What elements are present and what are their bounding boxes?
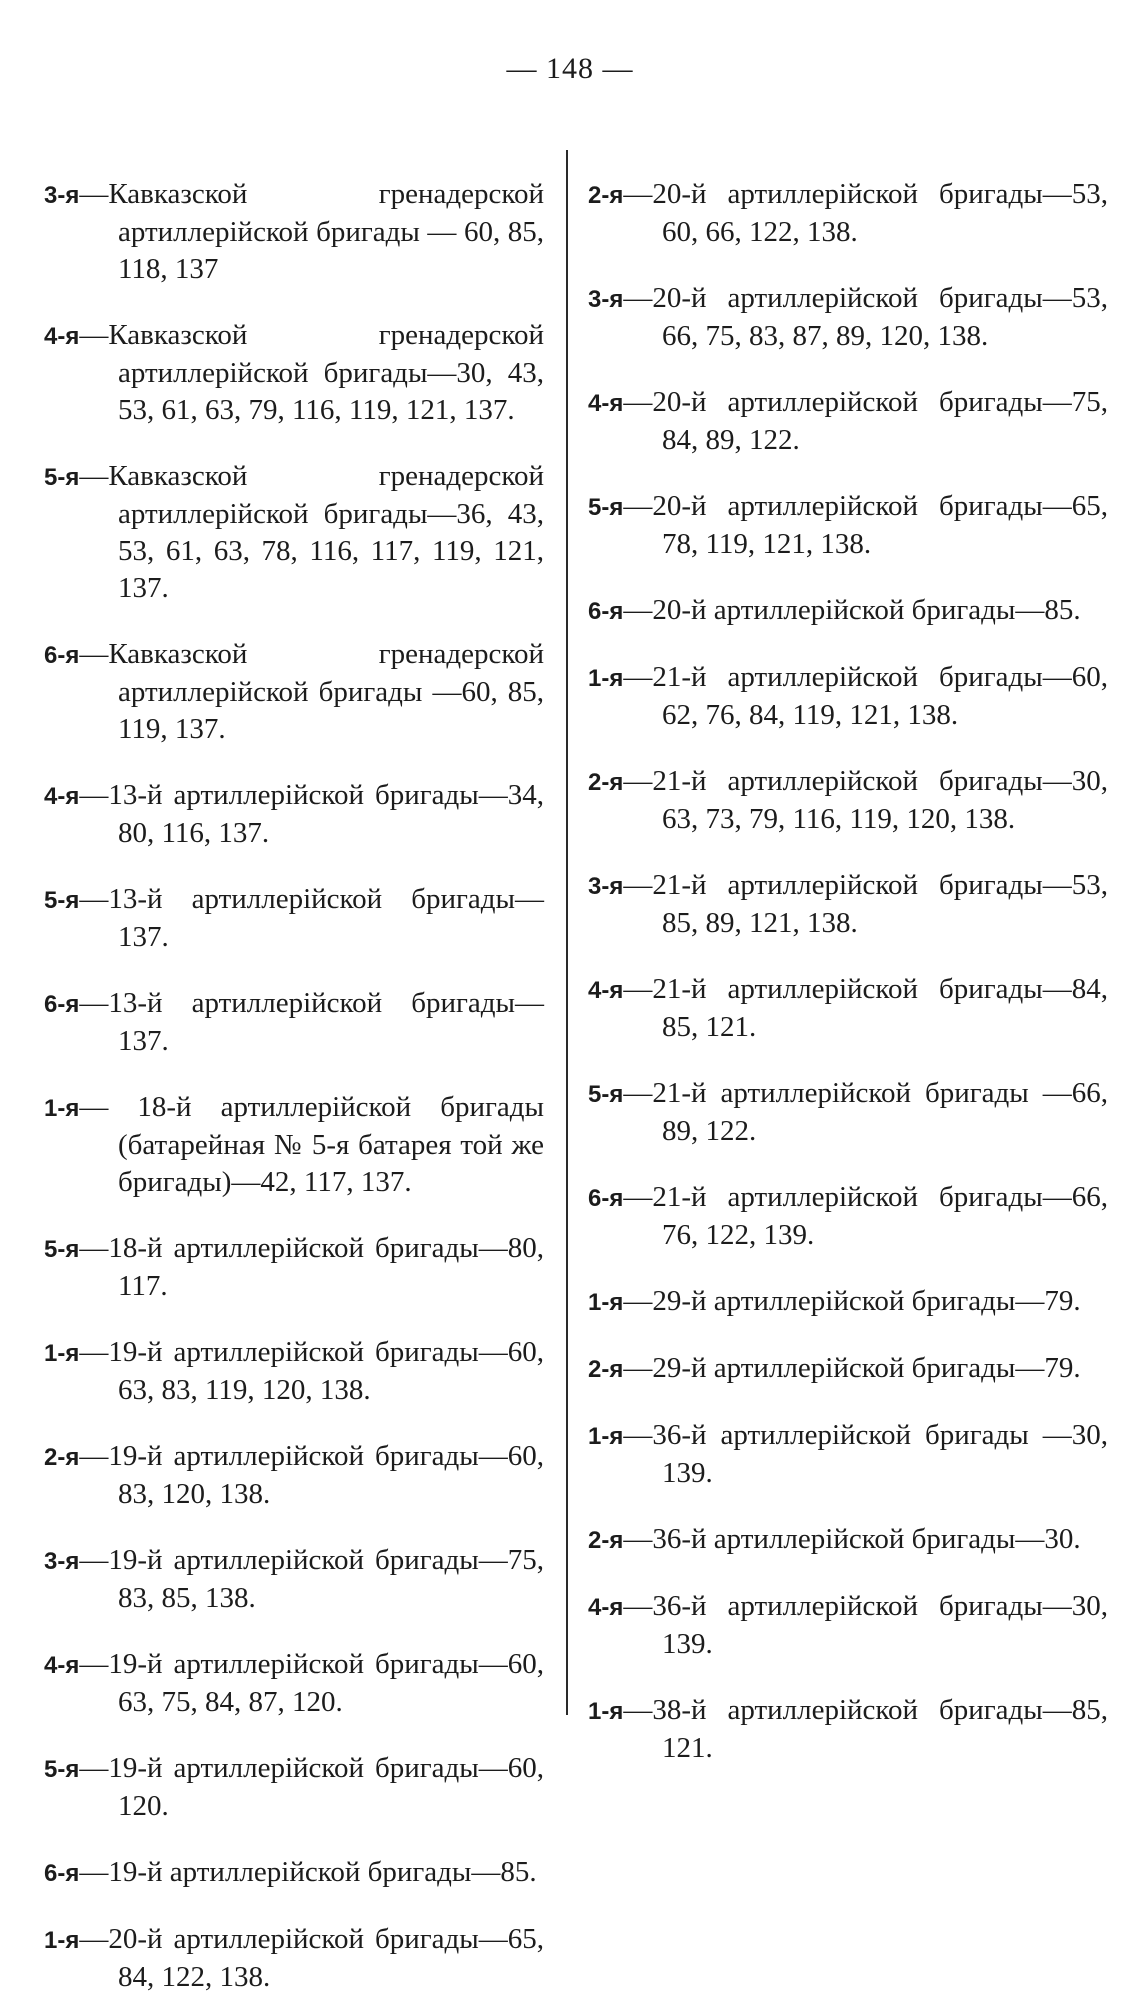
- entry-text: —13-й артиллерійской бригады—137.: [79, 987, 544, 1057]
- entry-text: —21-й артиллерійской бригады—66, 76, 122, 139.: [623, 1181, 1108, 1251]
- entry-text: —Кавказской гренадерской артиллерійской бригады —60, 85, 119, 137.: [79, 638, 544, 745]
- entry-text: —13-й артиллерійской бригады—34, 80, 116, 137.: [79, 779, 544, 849]
- battery-number: 5-я: [44, 1236, 80, 1263]
- index-column-right: [588, 147, 1108, 1787]
- index-entry: [44, 317, 544, 429]
- index-entry: [588, 1521, 1108, 1559]
- entry-text: —20-й артиллерійской бригады—85.: [623, 594, 1081, 626]
- index-entry: [588, 659, 1108, 734]
- entry-text: —19-й артиллерійской бригады—85.: [79, 1856, 537, 1888]
- index-entry: [588, 1417, 1108, 1492]
- entry-text: —20-й артиллерійской бригады—75, 84, 89, 122.: [623, 386, 1108, 456]
- entry-text: —20-й артиллерійской бригады—65, 78, 119, 121, 138.: [623, 490, 1108, 560]
- index-entry: [44, 777, 544, 852]
- index-entry: [44, 881, 544, 956]
- index-entry: [44, 1921, 544, 1996]
- index-entry: [44, 1542, 544, 1617]
- entry-text: —36-й артиллерійской бригады—30, 139.: [623, 1590, 1108, 1660]
- index-entry: [44, 1334, 544, 1409]
- battery-number: 4-я: [44, 783, 80, 810]
- battery-number: 4-я: [44, 323, 80, 350]
- entry-text: —13-й артиллерійской бригады—137.: [79, 883, 544, 953]
- entry-text: —36-й артиллерійской бригады—30.: [623, 1523, 1081, 1555]
- battery-number: 2-я: [588, 1527, 624, 1554]
- entry-text: —20-й артиллерійской бригады—53, 66, 75, 83, 87, 89, 120, 138.: [623, 282, 1108, 352]
- entry-text: —21-й артиллерійской бригады —66, 89, 122.: [623, 1077, 1108, 1147]
- entry-text: —19-й артиллерійской бригады—60, 120.: [79, 1752, 544, 1822]
- index-entry: [588, 1075, 1108, 1150]
- index-entry: [588, 867, 1108, 942]
- entry-text: —21-й артиллерійской бригады—53, 85, 89, 121, 138.: [623, 869, 1108, 939]
- index-entry: [588, 1588, 1108, 1663]
- battery-number: 1-я: [588, 1423, 624, 1450]
- battery-number: 3-я: [588, 286, 624, 313]
- battery-number: 1-я: [588, 665, 624, 692]
- battery-number: 4-я: [44, 1652, 80, 1679]
- index-entry: [588, 488, 1108, 563]
- entry-text: —38-й артиллерійской бригады—85, 121.: [623, 1694, 1108, 1764]
- battery-number: 6-я: [44, 1860, 80, 1887]
- battery-number: 6-я: [44, 991, 80, 1018]
- entry-text: —21-й артиллерійской бригады—84, 85, 121.: [623, 973, 1108, 1043]
- entry-text: —20-й артиллерійской бригады—65, 84, 122, 138.: [79, 1923, 544, 1993]
- battery-number: 1-я: [44, 1927, 80, 1954]
- entry-text: —29-й артиллерійской бригады—79.: [623, 1285, 1081, 1317]
- index-entry: [44, 1230, 544, 1305]
- battery-number: 4-я: [588, 977, 624, 1004]
- battery-number: 5-я: [588, 1081, 624, 1108]
- index-entry: [44, 1750, 544, 1825]
- entry-text: —18-й артиллерійской бригады—80, 117.: [79, 1232, 544, 1302]
- entry-text: —19-й артиллерійской бригады—60, 63, 75, 84, 87, 120.: [79, 1648, 544, 1718]
- battery-number: 1-я: [588, 1289, 624, 1316]
- index-entry: [44, 1646, 544, 1721]
- page-number: — 148 —: [506, 52, 634, 85]
- battery-number: 1-я: [588, 1698, 624, 1725]
- index-entry: [588, 763, 1108, 838]
- entry-text: —Кавказской гренадерской артиллерійской бригады—30, 43, 53, 61, 63, 79, 116, 119, 121, 137.: [79, 319, 544, 426]
- entry-text: —20-й артиллерійской бригады—53, 60, 66, 122, 138.: [623, 178, 1108, 248]
- entry-text: —29-й артиллерійской бригады—79.: [623, 1352, 1081, 1384]
- index-column-left: [44, 147, 544, 2016]
- battery-number: 4-я: [588, 390, 624, 417]
- entry-text: —21-й артиллерійской бригады—60, 62, 76, 84, 119, 121, 138.: [623, 661, 1108, 731]
- index-entry: [44, 458, 544, 607]
- battery-number: 2-я: [588, 769, 624, 796]
- battery-number: 2-я: [588, 1356, 624, 1383]
- index-entry: [588, 280, 1108, 355]
- index-entry: [44, 1438, 544, 1513]
- battery-number: 3-я: [44, 1548, 80, 1575]
- column-divider: [566, 150, 568, 1715]
- battery-number: 5-я: [44, 1756, 80, 1783]
- battery-number: 1-я: [44, 1340, 80, 1367]
- entry-text: —Кавказской гренадерской артиллерійской бригады—36, 43, 53, 61, 63, 78, 116, 117, 119, 121, 137.: [79, 460, 544, 604]
- index-entry: [588, 176, 1108, 251]
- entry-text: —Кавказской гренадерской артиллерійской бригады — 60, 85, 118, 137: [79, 178, 544, 285]
- index-entry: [588, 1692, 1108, 1767]
- entry-text: —19-й артиллерійской бригады—60, 63, 83, 119, 120, 138.: [79, 1336, 544, 1406]
- index-entry: [44, 636, 544, 748]
- index-entry: [588, 1350, 1108, 1388]
- battery-number: 5-я: [588, 494, 624, 521]
- battery-number: 3-я: [44, 182, 80, 209]
- battery-number: 4-я: [588, 1594, 624, 1621]
- index-entry: [588, 592, 1108, 630]
- battery-number: 1-я: [44, 1095, 80, 1122]
- entry-text: —19-й артиллерійской бригады—60, 83, 120, 138.: [79, 1440, 544, 1510]
- battery-number: 5-я: [44, 887, 80, 914]
- index-entry: [588, 1179, 1108, 1254]
- entry-text: —36-й артиллерійской бригады —30, 139.: [623, 1419, 1108, 1489]
- index-entry: [44, 1854, 544, 1892]
- battery-number: 5-я: [44, 464, 80, 491]
- index-entry: [44, 1089, 544, 1201]
- entry-text: — 18-й артиллерійской бригады (батарейная № 5-я батарея той же бригады)—42, 117, 137.: [79, 1091, 544, 1198]
- index-entry: [44, 985, 544, 1060]
- index-entry: [588, 971, 1108, 1046]
- entry-text: —19-й артиллерійской бригады—75, 83, 85, 138.: [79, 1544, 544, 1614]
- battery-number: 2-я: [588, 182, 624, 209]
- battery-number: 6-я: [588, 1185, 624, 1212]
- index-entry: [44, 176, 544, 288]
- battery-number: 3-я: [588, 873, 624, 900]
- index-entry: [588, 1283, 1108, 1321]
- index-entry: [588, 384, 1108, 459]
- battery-number: 6-я: [44, 642, 80, 669]
- battery-number: 6-я: [588, 598, 624, 625]
- entry-text: —21-й артиллерійской бригады—30, 63, 73, 79, 116, 119, 120, 138.: [623, 765, 1108, 835]
- battery-number: 2-я: [44, 1444, 80, 1471]
